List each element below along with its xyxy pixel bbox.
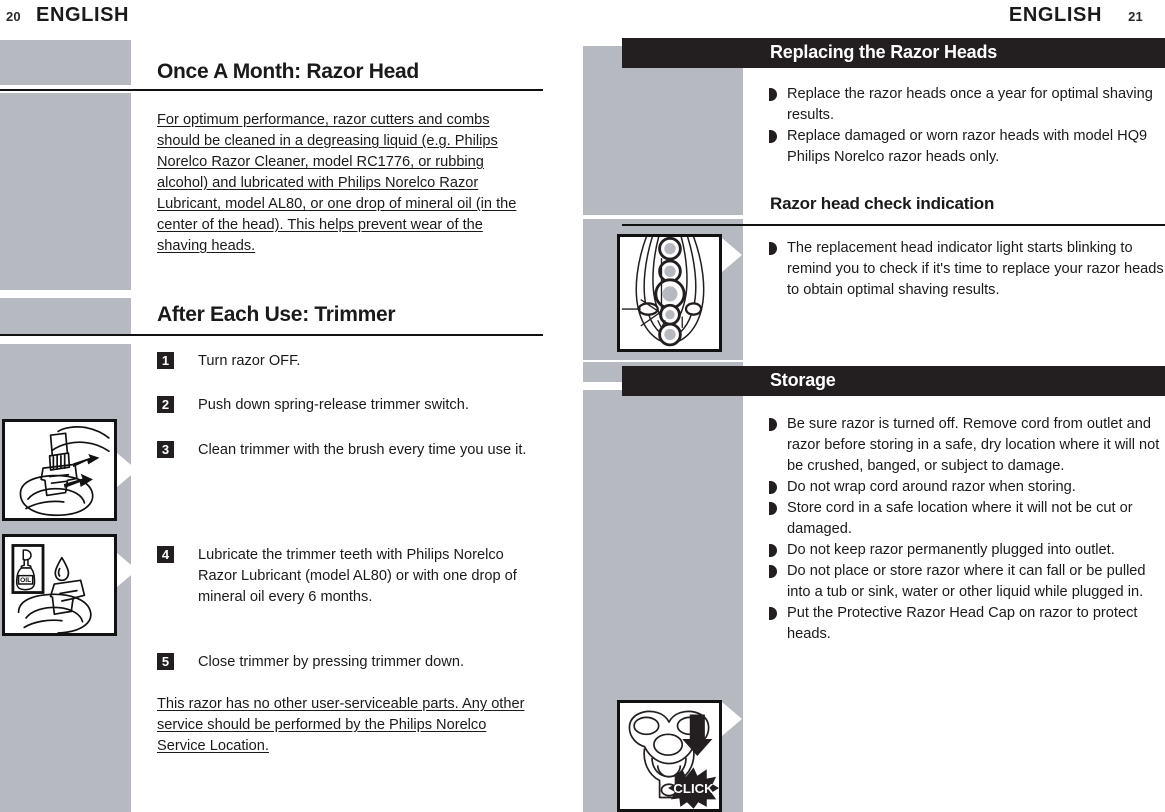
paragraph-no-user-serviceable-parts-text: This razor has no other user-serviceable parts. Any other service should be performed by the Philips Norelco Service Location. <box>157 696 525 754</box>
bullet-list-storage <box>769 414 1165 645</box>
bullet-text: Replace the razor heads once a year for optimal shaving results. <box>787 86 1153 123</box>
bullet-text: Be sure razor is turned off. Remove cord from outlet and razor before storing in a safe, dry location where it will not be crushed, banged, or subject to damage. <box>787 416 1160 474</box>
step-2-text: Push down spring-release trimmer switch. <box>198 397 469 413</box>
rule-under-once-a-month <box>0 89 543 91</box>
heading-after-each-use: After Each Use: Trimmer <box>157 303 396 326</box>
bullet-marker-icon <box>769 242 777 255</box>
left-rail-block-3 <box>0 298 131 336</box>
right-rail-block-2 <box>583 66 743 215</box>
section-bar-storage-label: Storage <box>770 370 836 390</box>
bullet-text: Do not place or store razor where it can fall or be pulled into a tub or sink, water or other liquid while plugged in. <box>787 563 1146 600</box>
bullet-marker-icon <box>769 130 777 143</box>
bullet-item <box>769 477 1165 498</box>
bullet-marker-icon <box>769 88 777 101</box>
step-5-number: 5 <box>157 653 174 670</box>
step-5-text: Close trimmer by pressing trimmer down. <box>198 654 464 670</box>
section-bar-storage <box>622 366 1165 396</box>
bullet-item <box>769 540 1165 561</box>
bullet-item <box>769 603 1165 645</box>
step-4-number: 4 <box>157 546 174 563</box>
figure-razor-head-cap-click <box>617 700 722 812</box>
bullet-text: Replace damaged or worn razor heads with model HQ9 Philips Norelco razor heads only. <box>787 128 1148 165</box>
figure-pointer-1 <box>117 453 137 487</box>
figure-trimmer-brush-cleaning <box>2 419 117 521</box>
bullet-marker-icon <box>769 565 777 578</box>
bullet-text: Do not keep razor permanently plugged into outlet. <box>787 542 1115 558</box>
step-1-text: Turn razor OFF. <box>198 353 301 369</box>
rule-under-razor-head-check <box>622 224 1165 226</box>
left-rail-block-1 <box>0 40 131 85</box>
bullet-marker-icon <box>769 607 777 620</box>
step-3-text: Clean trimmer with the brush every time you use it. <box>198 442 527 458</box>
step-2-number: 2 <box>157 396 174 413</box>
figure-pointer-4 <box>722 702 742 736</box>
step-4-text: Lubricate the trimmer teeth with Philips Norelco Razor Lubricant (model AL80) or with one drop of mineral oil every 6 months. <box>198 547 517 605</box>
heading-once-a-month: Once A Month: Razor Head <box>157 60 419 83</box>
left-running-head <box>0 0 582 34</box>
right-page <box>583 0 1165 812</box>
bullet-item <box>769 238 1165 301</box>
figure-pointer-2 <box>117 553 137 587</box>
step-3-number: 3 <box>157 441 174 458</box>
bullet-text: Do not wrap cord around razor when storing. <box>787 479 1076 495</box>
bullet-item <box>769 498 1165 540</box>
bullet-item <box>769 84 1165 126</box>
bullet-marker-icon <box>769 418 777 431</box>
figure-trimmer-oil-lubrication <box>2 534 117 636</box>
right-page-number: 21 <box>1128 9 1143 24</box>
figure-pointer-3 <box>722 238 742 272</box>
left-rail-block-2 <box>0 93 131 290</box>
bullet-text: Store cord in a safe location where it will not be cut or damaged. <box>787 500 1133 537</box>
bullet-marker-icon <box>769 481 777 494</box>
right-language-label: ENGLISH <box>1008 4 1102 26</box>
section-bar-replacing-razor-heads <box>622 38 1165 68</box>
figure-razor-head-indicator <box>617 234 722 352</box>
paragraph-optimum-performance <box>157 110 535 257</box>
right-running-head <box>583 0 1165 34</box>
left-page-number: 20 <box>6 9 21 24</box>
bullet-item <box>769 561 1165 603</box>
left-language-label: ENGLISH <box>36 4 130 26</box>
bullet-text: Put the Protective Razor Head Cap on razor to protect heads. <box>787 605 1138 642</box>
paragraph-optimum-performance-text: For optimum performance, razor cutters and combs should be cleaned in a degreasing liquid (e.g. Philips Norelco Razor Cleaner, model RC1776, or rubbing alcohol) and lubricated with Philips Norelco Razor Lubricant, model AL80, or one drop of mineral oil (in the center of the head). This helps prevent wear of the shaving heads. <box>157 112 517 254</box>
bullet-text: The replacement head indicator light starts blinking to remind you to check if it's time to replace your razor heads to obtain optimal shaving results. <box>787 240 1164 298</box>
paragraph-no-user-serviceable-parts <box>157 694 535 757</box>
bullet-list-replacing <box>769 84 1165 168</box>
heading-razor-head-check-indication: Razor head check indication <box>770 194 995 213</box>
bullet-marker-icon <box>769 544 777 557</box>
click-label: CLICK <box>673 780 714 796</box>
bullet-item <box>769 126 1165 168</box>
left-page <box>0 0 582 812</box>
bullet-item <box>769 414 1165 477</box>
bullet-list-check-indication <box>769 238 1165 301</box>
rule-under-after-each-use <box>0 334 543 336</box>
section-bar-replacing-razor-heads-label: Replacing the Razor Heads <box>770 42 998 62</box>
oil-bottle-label: OIL <box>20 577 32 585</box>
bullet-marker-icon <box>769 502 777 515</box>
step-1-number: 1 <box>157 352 174 369</box>
